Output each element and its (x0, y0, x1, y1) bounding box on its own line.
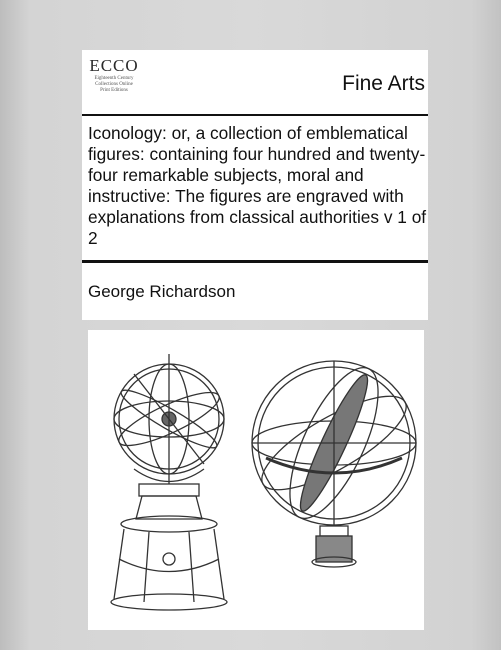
divider (82, 260, 428, 263)
armillary-sphere-illustration (246, 348, 422, 578)
logo-line: Eighteenth Century (94, 76, 134, 81)
armillary-sphere-on-stand-illustration (94, 344, 244, 624)
logo-mark: ECCO (89, 56, 139, 75)
category-label: Fine Arts (342, 72, 425, 95)
book-title: Iconology: or, a collection of emblematical figures: containing four hundred and twenty-four remarkable subjects, moral and instructive: The figures are engraved with explanations from classical authorities v 1 of 2 (88, 123, 427, 248)
logo-line: Collections Online (95, 82, 133, 87)
cover-illustration (88, 330, 424, 630)
author-name: George Richardson (88, 282, 236, 301)
divider (82, 114, 428, 116)
logo-line: Print Editions (100, 88, 128, 93)
publisher-logo (86, 54, 142, 104)
